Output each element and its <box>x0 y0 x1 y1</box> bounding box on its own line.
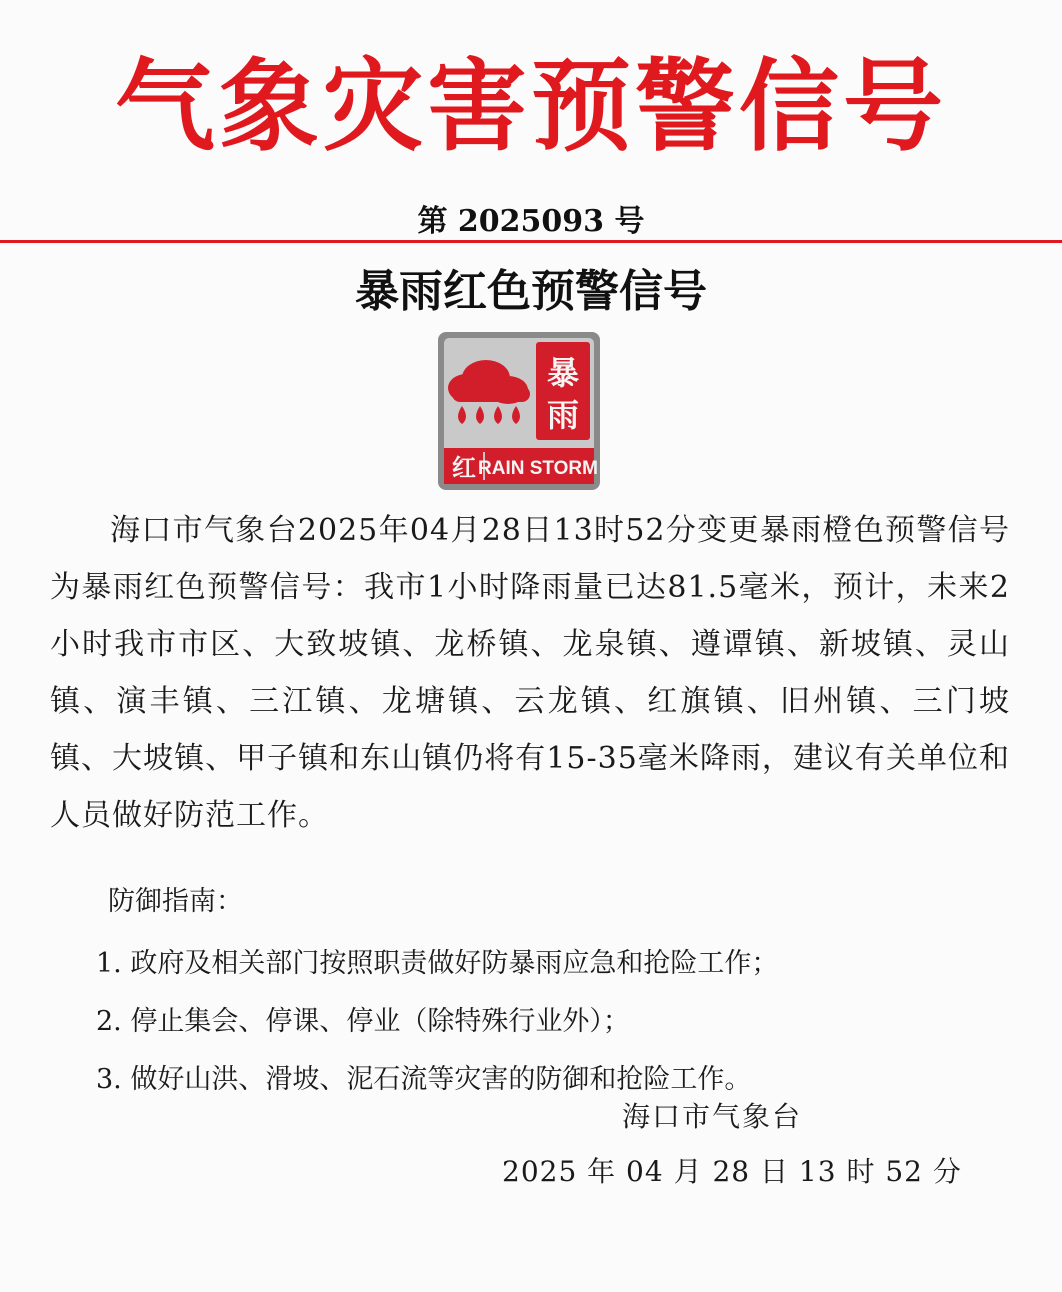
warning-body-paragraph: 海口市气象台2025年04月28日13时52分变更暴雨橙色预警信号为暴雨红色预警信号：我市1小时降雨量已达81.5毫米，预计，未来2小时我市市区、大致坡镇、龙桥镇、龙泉镇、遵谭镇、新坡镇、灵山镇、演丰镇、三江镇、龙塘镇、云龙镇、红旗镇、旧州镇、三门坡镇、大坡镇、甲子镇和东山镇仍将有15-35毫米降雨，建议有关单位和人员做好防范工作。 <box>50 513 1010 833</box>
icon-side-char-2: 雨 <box>546 396 580 434</box>
header-divider <box>0 240 1062 243</box>
icon-level-char: 红 <box>452 454 476 482</box>
defense-guide-item: 3. 做好山洪、滑坡、泥石流等灾害的防御和抢险工作。 <box>96 1064 752 1095</box>
icon-english-label: RAIN STORM <box>478 458 598 479</box>
issue-datetime: 2025 年 04 月 28 日 13 时 52 分 <box>502 1155 962 1188</box>
issuer-signature: 海口市气象台 <box>622 1100 803 1133</box>
document-header-title: 气象灾害预警信号 <box>115 48 947 165</box>
defense-guide-title: 防御指南： <box>108 886 243 917</box>
icon-side-char-1: 暴 <box>546 354 580 392</box>
defense-guide-item: 1. 政府及相关部门按照职责做好防暴雨应急和抢险工作； <box>96 948 779 979</box>
signal-title: 暴雨红色预警信号 <box>355 266 707 317</box>
defense-guide-item: 2. 停止集会、停课、停业（除特殊行业外）； <box>96 1006 630 1037</box>
defense-guide-list <box>96 935 1026 1109</box>
rainstorm-red-warning-icon <box>438 332 600 490</box>
document-number: 第 2025093 号 <box>417 204 645 239</box>
